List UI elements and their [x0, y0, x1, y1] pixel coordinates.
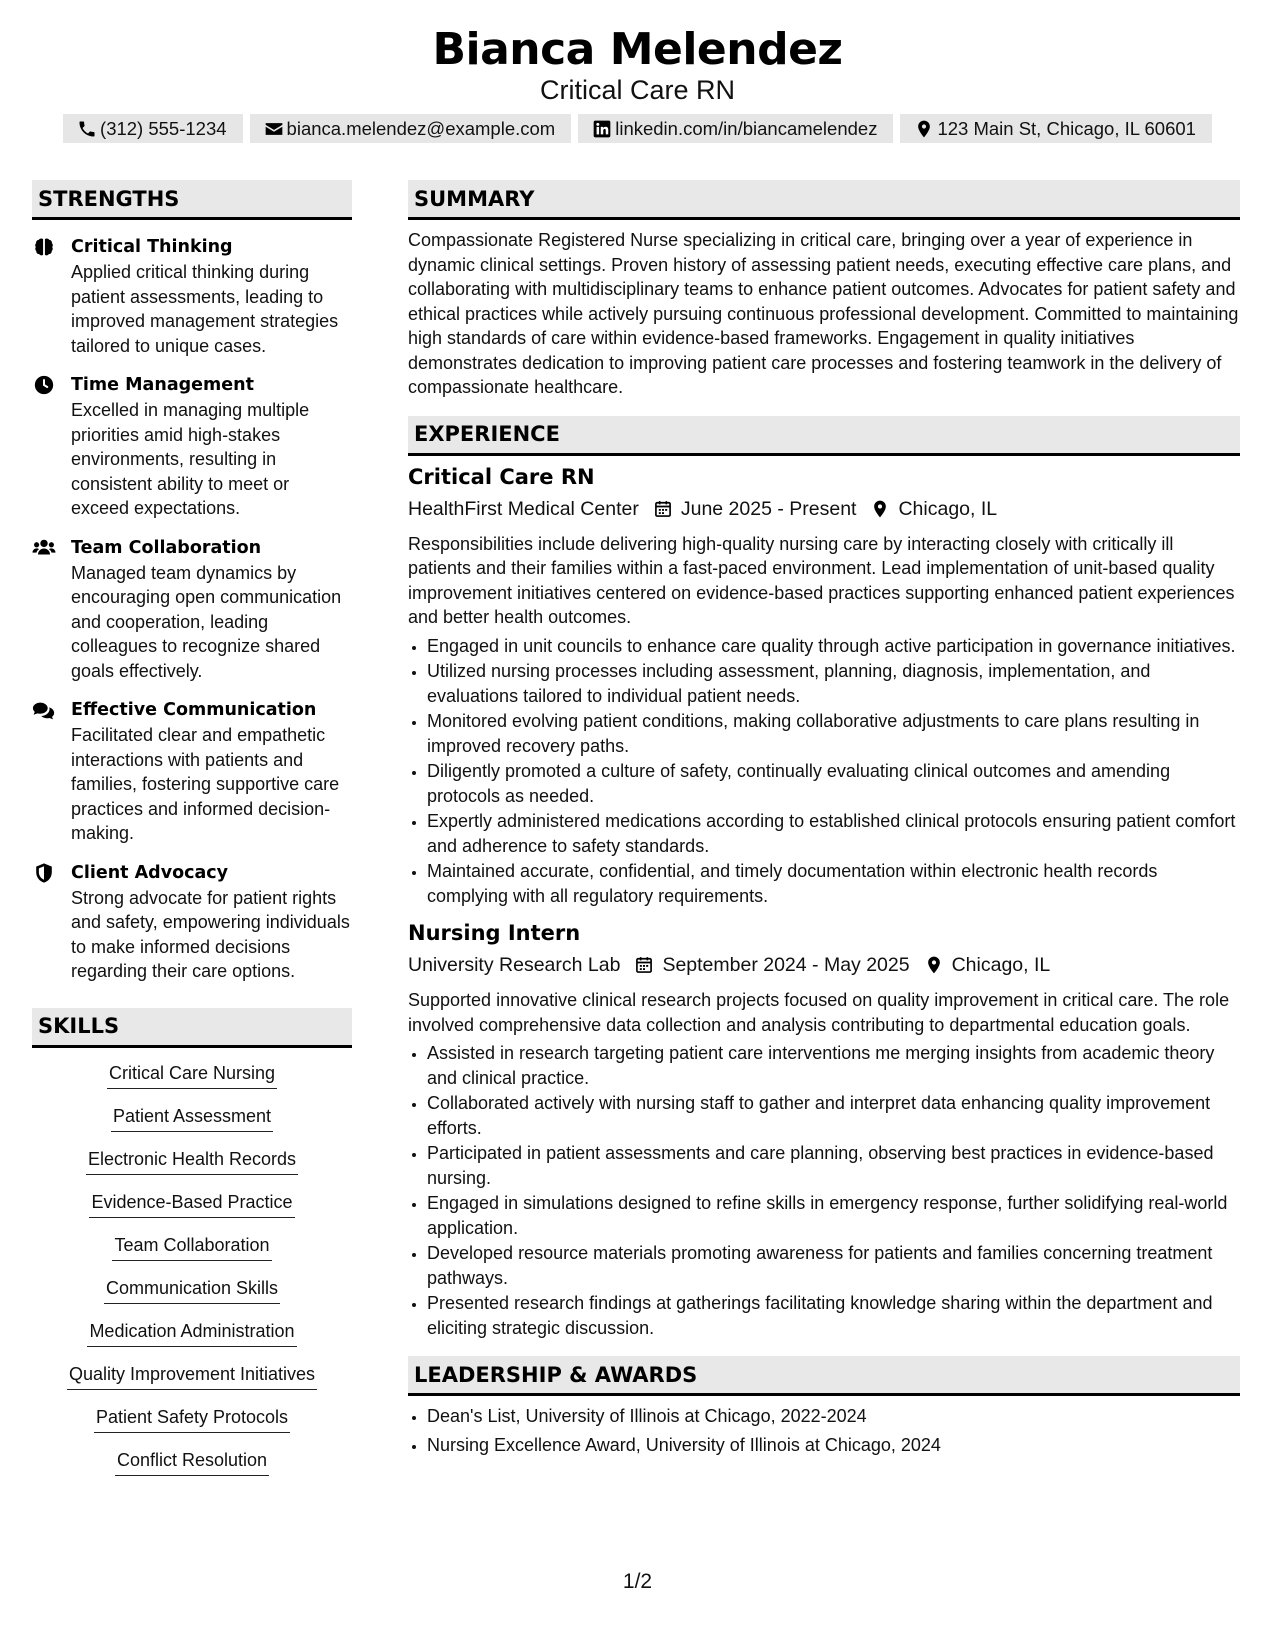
- strength-title: Effective Communication: [71, 700, 317, 720]
- skills-list: [32, 1060, 352, 1476]
- skill-tag: Electronic Health Records: [86, 1146, 298, 1175]
- skill-tag: Evidence-Based Practice: [89, 1189, 294, 1218]
- candidate-role: Critical Care RN: [539, 75, 736, 105]
- job-location: Chicago, IL: [951, 954, 1051, 976]
- contact-phone-text: (312) 555-1234: [100, 117, 227, 139]
- list-item: • Nursing Excellence Award, University of Illinois at Chicago, 2024: [427, 1433, 1240, 1458]
- strength-item: [32, 535, 352, 684]
- contact-address: [900, 114, 1212, 143]
- strength-item: [32, 697, 352, 846]
- job-location: Chicago, IL: [898, 497, 998, 520]
- phone-icon: [77, 119, 97, 139]
- strength-item: [32, 860, 352, 984]
- strength-title: Critical Thinking: [71, 237, 233, 257]
- contact-phone[interactable]: [63, 114, 243, 143]
- map-pin-icon: [924, 955, 944, 975]
- list-item: • Collaborated actively with nursing staff to gather and interpret data enhancing quality improvement efforts.: [427, 1091, 1240, 1140]
- calendar-icon: [653, 499, 673, 519]
- strengths-heading: STRENGTHS: [32, 180, 352, 220]
- summary-text: Compassionate Registered Nurse specializing in critical care, bringing over a year of experience in dynamic clinical settings. Proven history of assessing patient needs, executing effective care plans, and collaborating with multidisciplinary teams to enhance patient outcomes. Advocates for patient safety and ethical practices while actively pursuing continuous professional development. Committed to maintaining high standards of care within evidence-based frameworks. Engagement in quality initiatives demonstrates dedication to improving patient care processes and fostering teamwork in the delivery of compassionate healthcare.: [408, 230, 1239, 397]
- skill-tag: Medication Administration: [87, 1318, 296, 1347]
- list-item: • Diligently promoted a culture of safety, continually evaluating clinical outcomes and amending protocols as needed.: [427, 759, 1240, 808]
- skill-tag: Quality Improvement Initiatives: [67, 1361, 317, 1390]
- strength-desc: Managed team dynamics by encouraging open communication and cooperation, leading colleagues to recognize shared goals effectively.: [71, 562, 342, 681]
- brain-icon: [32, 236, 56, 258]
- list-item: • Presented research findings at gatherings facilitating knowledge sharing within the department and eliciting strategic discussion.: [427, 1291, 1240, 1340]
- summary-heading: SUMMARY: [408, 180, 1240, 220]
- strength-item: [32, 372, 352, 521]
- job-description: Responsibilities include delivering high-quality nursing care by interacting closely with critically ill patients and their families within a fast-paced environment. Lead implementation of unit-based quality improvement initiatives centered on evidence-based practices supporting enhanced patient experiences and better health outcomes.: [408, 533, 1235, 627]
- envelope-icon: [264, 119, 284, 139]
- linkedin-icon: [592, 119, 612, 139]
- skill-tag: Communication Skills: [104, 1275, 280, 1304]
- job-bullets: [408, 634, 1240, 909]
- list-item: • Engaged in simulations designed to refine skills in emergency response, further solidifying real-world application.: [427, 1191, 1240, 1240]
- strength-title: Team Collaboration: [71, 537, 262, 558]
- skill-tag: Conflict Resolution: [115, 1447, 269, 1476]
- list-item: • Dean's List, University of Illinois at Chicago, 2022-2024: [427, 1404, 1240, 1429]
- calendar-icon: [634, 955, 654, 975]
- skill-tag: Patient Safety Protocols: [94, 1404, 290, 1433]
- strength-desc: Strong advocate for patient rights and safety, empowering individuals to make informed decisions regarding their care options.: [71, 887, 350, 981]
- skill-tag: Critical Care Nursing: [107, 1060, 277, 1089]
- contact-linkedin[interactable]: [578, 114, 893, 143]
- awards-list: [408, 1404, 1240, 1457]
- map-pin-icon: [870, 499, 890, 519]
- job-org: University Research Lab: [408, 954, 621, 976]
- contact-email-text: bianca.melendez@example.com: [286, 117, 556, 139]
- list-item: • Monitored evolving patient conditions, making collaborative adjustments to care plans resulting in improved recovery paths.: [427, 709, 1240, 758]
- list-item: • Utilized nursing processes including assessment, planning, diagnosis, implementation, and evaluations tailored to individual patient needs.: [427, 659, 1240, 708]
- strength-title: Time Management: [71, 375, 254, 395]
- job-title: Critical Care RN: [408, 464, 595, 489]
- experience-heading: EXPERIENCE: [408, 416, 1240, 456]
- list-item: • Developed resource materials promoting awareness for patients and families concerning treatment pathways.: [427, 1241, 1240, 1290]
- job-title: Nursing Intern: [408, 921, 581, 945]
- skills-heading: SKILLS: [32, 1008, 352, 1048]
- contact-bar: [0, 114, 1275, 143]
- job-description: Supported innovative clinical research projects focused on quality improvement in critical care. The role involved comprehensive data collection and analysis contributing to departmental education goals.: [408, 990, 1230, 1035]
- clock-icon: [32, 374, 56, 396]
- strength-title: Client Advocacy: [71, 862, 229, 883]
- map-pin-icon: [914, 119, 934, 139]
- skill-tag: Patient Assessment: [111, 1103, 273, 1132]
- list-item: • Maintained accurate, confidential, and timely documentation within electronic health records complying with all regulatory requirements.: [427, 859, 1240, 908]
- contact-address-text: 123 Main St, Chicago, IL 60601: [937, 117, 1196, 139]
- strength-desc: Applied critical thinking during patient assessments, leading to improved management strategies tailored to unique cases.: [71, 262, 339, 356]
- right-column: [408, 180, 1240, 1458]
- contact-email[interactable]: [250, 114, 572, 143]
- skill-tag: Team Collaboration: [112, 1232, 271, 1261]
- list-item: • Expertly administered medications according to established clinical protocols ensuring patient comfort and adherence to safety standards.: [427, 809, 1240, 858]
- contact-linkedin-text: linkedin.com/in/biancamelendez: [615, 117, 878, 139]
- strength-desc: Excelled in managing multiple priorities amid high-stakes environments, resulting in consistent ability to meet or exceed expectations.: [71, 400, 310, 518]
- strength-item: [32, 234, 352, 358]
- list-item: • Engaged in unit councils to enhance care quality through active participation in governance initiatives.: [427, 634, 1240, 659]
- job-dates: September 2024 - May 2025: [662, 954, 910, 976]
- strength-desc: Facilitated clear and empathetic interactions with patients and families, fostering supportive care practices and informed decision-making.: [71, 725, 340, 843]
- users-icon: [32, 537, 56, 559]
- job-dates: June 2025 - Present: [680, 497, 857, 520]
- job-entry: [408, 918, 1240, 1340]
- job-bullets: [408, 1041, 1240, 1340]
- candidate-name: Bianca Melendez: [432, 24, 843, 75]
- awards-heading: LEADERSHIP & AWARDS: [408, 1356, 1240, 1396]
- job-entry: [408, 462, 1240, 909]
- shield-icon: [32, 862, 56, 884]
- job-org: HealthFirst Medical Center: [408, 497, 639, 520]
- list-item: • Participated in patient assessments and care planning, observing best practices in evidence-based nursing.: [427, 1141, 1240, 1190]
- left-column: [32, 180, 352, 1490]
- comments-icon: [32, 699, 56, 721]
- job-meta: [408, 494, 1240, 524]
- page-number: 1/2: [622, 1570, 653, 1593]
- job-meta: [408, 950, 1240, 980]
- list-item: • Assisted in research targeting patient care interventions me merging insights from academic theory and clinical practice.: [427, 1041, 1240, 1090]
